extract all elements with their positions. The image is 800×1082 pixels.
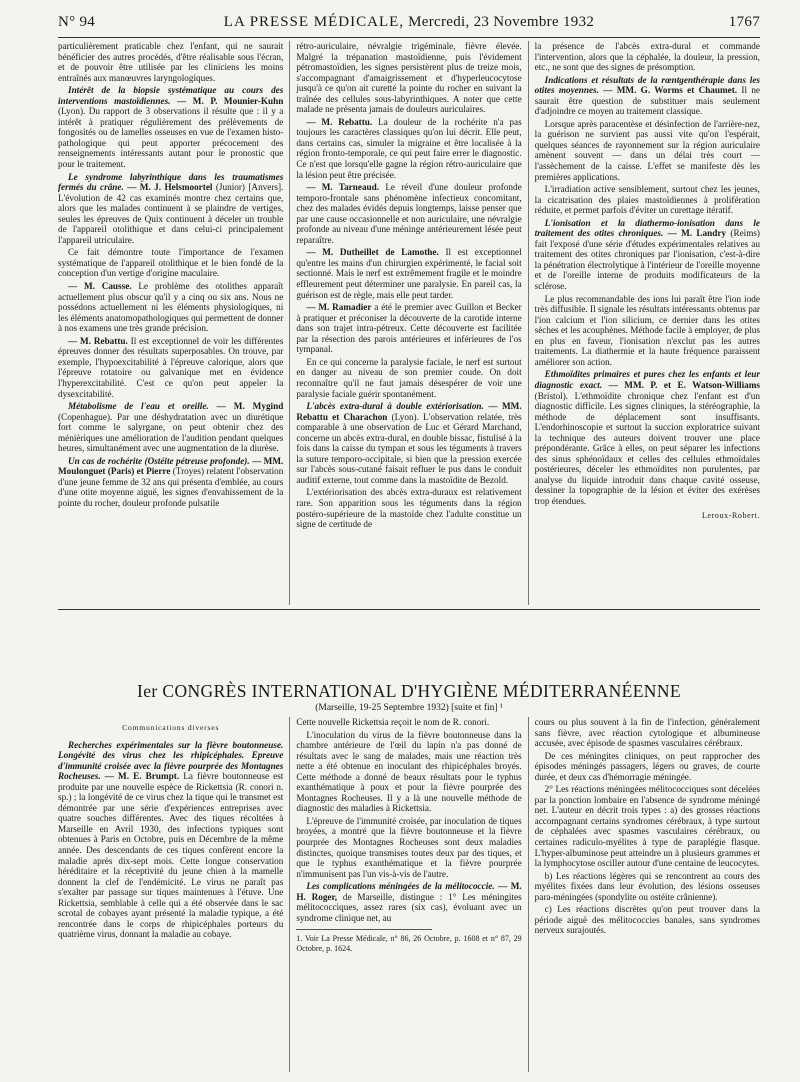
paragraph xyxy=(535,871,760,903)
paragraph-text: Le réveil d'une douleur profonde temporo-frontale sans phénomène infectieux concomitant, chez des malades évidés depuis longtemps, laisse penser que par une cause occasionnelle et non auriculaire, une névralgie profonde au niveau d'une méninge antérieurement lésée peut reparaître. xyxy=(296,182,522,245)
paragraph-text: c) Les réactions discrètes qu'on peut trouver dans la période aiguë des mélitococcies banales, sans syndromes nerveux surajoutés. xyxy=(534,904,760,936)
paragraph xyxy=(296,487,521,529)
paragraph-text: 1. Voir La Presse Médicale, n° 86, 26 Octobre, p. 1608 et n° 87, 29 Octobre, p. 1624. xyxy=(296,934,522,953)
article-author: — M. Rebattu. xyxy=(306,116,373,127)
article-title: Indications et résultats de la rœntgenthérapie dans les otites moyennes. xyxy=(534,74,760,96)
paragraph xyxy=(296,717,521,728)
paragraph-text: L'épreuve de l'immunité croisée, par inoculation de tiques broyées, a montré que la fièvre boutonneuse et la fièvre pourprée des Montagnes Rocheuses sont deux maladies distinctes, quoique transmises toutes deux par des tiques, et que le typhus exanthématique et la fièvre pourprée n'immunisent pas l'un vis-à-vis de l'autre. xyxy=(296,815,522,879)
paragraph-text: Le problème des otolithes apparaît actuellement plus obscur qu'il y a cinq ou six ans. Nous ne possédons actuellement ni les éléments physiologiques, ni les éléments anatomopathologiques qui permettent de donner à nos examens une très grande précision. xyxy=(58,281,284,334)
article-entry xyxy=(58,85,283,169)
article-author: — M. Landry xyxy=(667,228,727,239)
paragraph-text: L'inoculation du virus de la fièvre boutonneuse dans la chambre antérieure de l'œil du lapin n'a pas donné de résultats avec le sang de malades, mais une réaction très nette a été obtenue en inoculant des rhipicéphales broyés. Cette méthode a donné de beaux résultats pour le typhus exanthématique à poux et pour la fièvre pourprée des Montagnes Rocheuses. Il y a là une nouvelle méthode de diagnostic des maladies à Rickettsia. xyxy=(296,729,522,814)
article-author: — M. H. Roger, xyxy=(296,881,522,902)
article-author: — MM. P. et E. Watson-Williams xyxy=(608,379,760,390)
bottom-column-2 xyxy=(289,717,527,1072)
article-title: Le syndrome labyrinthique dans les traumatismes fermés du crâne. xyxy=(58,171,284,193)
paragraph xyxy=(296,816,521,879)
footnote xyxy=(296,934,521,953)
page-header xyxy=(58,14,760,38)
article-entry xyxy=(296,881,521,923)
paragraph xyxy=(296,41,521,115)
header-rule xyxy=(58,37,760,38)
top-column-2 xyxy=(289,41,527,605)
paragraph-text: (Junior) [Anvers]. L'évolution de 42 cas examinés montre chez certains que, alors que les malades continuent à se plaindre de vertiges, seules les épreuves de Quix continuent à déceler un trouble de l'appareil otolithique et dans celui-ci principalement l'appareil utriculaire. xyxy=(58,182,284,245)
bottom-columns xyxy=(58,717,760,1072)
paragraph xyxy=(535,904,760,936)
paragraph-text: rétro-auriculaire, névralgie trigéminale, fièvre élevée. Malgré la trépanation mastoïdienne, puis l'évidement pétromastoïdien, les signes persistèrent plus de treize mois, s'accompagnant d'amaigrissement et d'hyperleucocytose jusqu'à ce qu'on ait curetté la pointe du rocher en suivant la traînée des cellules sous-labyrinthiques. A noter que cette malade ne présenta jamais de douleurs auriculaires. xyxy=(296,41,522,115)
section-heading xyxy=(58,723,283,734)
article-title: Un cas de rochérite (Ostéite pétreuse profonde). xyxy=(68,455,250,466)
article-author: — MM. Rebattu et Charachon xyxy=(296,401,522,422)
article-author: — MM. G. Worms et Chaumet. xyxy=(603,85,738,96)
issue-date: Mercredi, 23 Novembre 1932 xyxy=(408,14,595,30)
congress-subtitle: (Marseille, 19-25 Septembre 1932) [suite et fin] ¹ xyxy=(315,703,503,713)
paragraph-text: L'irradiation active sensiblement, surtout chez les jeunes, la cicatrisation des plaies mastoïdiennes à prolifération réduite, et permet parfois d'éviter un curettage itératif. xyxy=(534,184,760,216)
paragraph-text: (Bristol). L'ethmoïdite chronique chez l'enfant est d'un diagnostic difficile. Les signes cliniques, la stéréographie, la méthode de déplacement sont insuffisants. L'endorhinoscopie et surtout la succion exploratrice suivant la technique des auteurs doivent trouver une place prépondérante. Grâce à elles, on peut séparer les infections des sinus sphénoïdaux et celles des cellules ethmoïdales postérieures, déceler les ethmoïdites non purulentes, par analyse du liquide introduit dans chaque cavité osseuse, dessiner la topographie de la lésion et éviter des exérèses trop étendues. xyxy=(534,390,760,506)
congress-title: Ier CONGRÈS INTERNATIONAL D'HYGIÈNE MÉDITERRANÉENNE xyxy=(137,681,681,701)
article-author: — M. Tarneaud. xyxy=(306,182,380,193)
top-column-1 xyxy=(58,41,289,605)
paragraph-text: Il est exceptionnel de voir les différentes épreuves donner des résultats superposables. On trouve, par exemple, l'hypoexcitabilité à l'épreuve calorique, alors que l'épreuve rotatoire ou galvanique met en évidence l'hyperexcitabilité. C'est ce qu'on peut appeler la dysexcitabilité. xyxy=(58,335,284,399)
paragraph-text: Il est exceptionnel qu'entre les mains d'un chirurgien expérimenté, le facial soit sectionné. Mais le nerf est extrêmement fragile et le moindre effleurement peut déterminer une paralysie. En pareil cas, la guérison est de règle, mais elle peut tarder. xyxy=(296,247,522,300)
section-divider xyxy=(58,609,760,610)
article-author: — M. E. Brumpt. xyxy=(104,771,180,782)
paragraph-text: (Reims) fait l'exposé d'une série d'études expérimentales relatives au traitement des otites chroniques par l'ionisation, c'est-à-dire la pénétration électrolytique à l'intérieur de l'oreille moyenne et de l'oreille interne de produits modificateurs de la sclérose. xyxy=(534,228,760,292)
article-author: — M. Causse. xyxy=(68,281,132,292)
paragraph-text: (Copenhague). Par une déshydratation avec un diurétique fort comme le salyrgane, on peut obtenir chez des ménièriques une amélioration de l'audition pendant quelques heures, simultanément avec une augmentation de la diurèse. xyxy=(58,411,284,454)
discussion-paragraph xyxy=(296,182,521,245)
paragraph-text: cours ou plus souvent à la fin de l'infection, généralement sans fièvre, avec réaction cytologique et albumineuse accusée, avec épisode de spasmes vasculaires cérébraux. xyxy=(534,717,760,749)
paragraph-text: (Lyon). L'observation relatée, très comparable à une observation de Luc et Gérard Marchand, concerne un abcès extra-dural, en double bissac, fistulisé à la fois dans la caisse du tympan et sous les téguments à travers la suture temporo-occipitale, si bien que la pression exercée sur l'abcès sous-cutané faisait refluer le pus dans le conduit auditif externe, tout comme dans la mastoïdite de Bezold. xyxy=(296,411,522,485)
paragraph-text: Il ne saurait être question de substituer mais seulement d'adjoindre ce moyen au traitement classique. xyxy=(534,85,760,117)
paragraph-text: De ces méningites cliniques, on peut rapprocher des épisodes méningés passagers, légers ou graves, de courte durée, et deux cas d'hémorragie méningée. xyxy=(534,750,760,782)
paragraph-text: a été le premier avec Guillon et Becker à pratiquer et préconiser la découverte de la carotide interne dans son trajet intra-pétreux. Cette découverte est facilitée par la résection des parois antérieures et inférieures de l'os tympanal. xyxy=(296,302,522,355)
paragraph xyxy=(58,247,283,279)
journal-name: LA PRESSE MÉDICALE, xyxy=(223,14,405,30)
paragraph-text: Communications diverses xyxy=(122,723,220,732)
article-entry xyxy=(535,218,760,292)
article-title: Métabolisme de l'eau et oreille. xyxy=(68,401,209,412)
paragraph xyxy=(535,41,760,73)
paragraph-text: Leroux-Robert. xyxy=(702,510,760,520)
paragraph-text: Le plus recommandable des ions lui paraît être l'ion iode très diffusible. Il signale les résultats intéressants obtenus par l'ion calcium et l'ion silicium, ce dernier dans les otites sèches et les acouphènes. Méthode facile à employer, de plus en plus en faveur, l'ionisation n'exclut pas les autres traitements. La diathermie et la haute fréquence paraissent améliorer son action. xyxy=(534,293,760,367)
article-title: Recherches expérimentales sur la fièvre boutonneuse. Longévité des virus chez les rhipicéphales. Epreuve d'immunité croisée avec la fièvre pourprée des Montagnes Rocheuses. xyxy=(58,739,284,782)
discussion-paragraph xyxy=(58,281,283,334)
article-title: Intérêt de la biopsie systématique au cours des interventions mastoïdiennes. xyxy=(58,85,284,106)
discussion-paragraph xyxy=(296,247,521,300)
paragraph-text: (Lyon). Du rapport de 3 observations il résulte que : il y a intérêt à pratiquer régulièrement des prélèvements de fongosités ou de lamelles osseuses en vue de l'examen histo-pathologique qui peut apporter précocement des renseignements intéressants autant pour le pronostic que pour le traitement. xyxy=(58,106,284,170)
top-column-3 xyxy=(528,41,760,605)
discussion-paragraph xyxy=(296,117,521,180)
paragraph xyxy=(296,357,521,399)
bottom-column-1 xyxy=(58,717,289,1072)
article-entry xyxy=(58,401,283,454)
article-author: — MM. Moulonguet (Paris) et Pierre xyxy=(58,455,284,477)
paragraph xyxy=(535,717,760,749)
paragraph-text: b) Les réactions légères qui se rencontrent au cours des myélites fixées dans leur évolution, des lésions osseuses para-méningées (spondylite ou ostéite crânienne). xyxy=(534,870,760,902)
article-entry xyxy=(535,369,760,506)
article-author: — M. Rebattu. xyxy=(68,335,128,346)
bottom-column-3 xyxy=(528,717,760,1072)
article-entry xyxy=(58,740,283,940)
paragraph-text: Lorsque après paracentèse et désinfection de l'arrière-nez, la guérison ne survient pas aussi vite qu'on l'espérait, quelques séances de rayonnement sur la région auriculaire amènent souvent — dans un délai très court — l'assèchement de la caisse. L'effet se manifeste dès les premières applications. xyxy=(534,118,760,182)
paragraph xyxy=(535,784,760,868)
article-author: — M. P. Mounier-Kuhn xyxy=(177,95,284,106)
article-author: — M. J. Helsmoortel xyxy=(127,182,213,193)
top-columns xyxy=(58,41,760,605)
article-entry xyxy=(535,75,760,117)
paragraph xyxy=(296,730,521,814)
footnote-rule xyxy=(296,929,431,930)
paragraph xyxy=(535,751,760,783)
paragraph-text: la présence de l'abcès extra-dural et commande l'intervention, alors que la céphalée, la douleur, la pression, etc., ne sont que des signes de présomption. xyxy=(534,41,760,73)
paragraph-text: particulièrement praticable chez l'enfant, qui ne saurait bénéficier des autres procédés, d'être réalisable sous l'écran, et de pouvoir être utilisée par les cliniciens les moins entraînés aux manœuvres laryngologiques. xyxy=(58,41,284,83)
paragraph-text: de Marseille, distingue : 1° Les méningites mélitococciques, assez rares (six cas), évoluant avec un syndrome clinique net, au xyxy=(296,891,522,923)
article-title: Les complications méningées de la mélitococcie. xyxy=(306,881,495,892)
article-entry xyxy=(296,401,521,485)
article-title: L'abcès extra-dural à double extériorisation. xyxy=(306,401,484,412)
article-title: Ethmoïdites primaires et pures chez les enfants et leur diagnostic exact. xyxy=(534,369,760,390)
paragraph-text: La douleur de la rochérite n'a pas toujours les caractères classiques qu'on lui décrit. Elle peut, dans certains cas, simuler la migraine et être localisée à la région fronto-temporale, ce qui peut faire errer le diagnostic. Ce n'est que lorsqu'elle gagne la région rétro-auriculaire que la lésion peut être précisée. xyxy=(296,116,522,180)
paragraph xyxy=(535,119,760,182)
discussion-paragraph xyxy=(296,302,521,355)
paragraph-text: Cette nouvelle Rickettsia reçoit le nom de R. conori. xyxy=(296,717,490,727)
paragraph xyxy=(535,184,760,216)
article-entry xyxy=(58,456,283,509)
discussion-paragraph xyxy=(58,336,283,399)
author-signature xyxy=(535,511,760,522)
paragraph-text: 2° Les réactions méningées mélitococciques sont décelées par la ponction lombaire en l'absence de syndrome méningé net. L'auteur en décrit trois types : a) des grosses réactions accompagnant certains syndromes cérébraux, à type surtout de céphalées avec spasmes vasculaires cérébraux, ou certaines radiculo-myélites à type de paraplégie flasque. L'hyper-albuminose peut atteindre un à plusieurs grammes et la lymphocytose osciller autour d'une centaine de leucocytes. xyxy=(534,784,760,869)
paragraph-text: L'extériorisation des abcès extra-duraux est relativement rare. Son apparition sous les téguments dans la région postéro-supérieure de la mastoïde chez l'adulte constitue un signe de certitude de xyxy=(296,487,522,530)
article-author: — M. Ramadier xyxy=(306,302,372,313)
paragraph xyxy=(535,294,760,368)
paragraph-text: En ce qui concerne la paralysie faciale, le nerf est surtout en danger au niveau de son premier coude. On doit reconnaître qu'il ne faut jamais désespérer de voir une paralysie faciale guérir spontanément. xyxy=(296,356,522,399)
article-title: L'ionisation et la diathermo-ionisation dans le traitement des otites chroniques. xyxy=(534,217,760,239)
article-author: — M. Dutheillet de Lamothe. xyxy=(306,247,439,258)
paragraph-text: La fièvre boutonneuse est produite par une nouvelle espèce de Rickettsia (R. conori n. sp.) ; la longévité de ce virus chez la tique qui le transmet est démontrée par une série d'expériences entreprises avec quatre souches différentes. Avec des tiques récoltées à Marseille en Avril 1930, des infections typiques sont obtenues à Paris en Octobre, puis en Décembre de la même année. Des descendants de ces tiques confèrent encore la maladie après dix-sept mois. Cette longue conservation héréditaire et la réceptivité du jeune chien à la mamelle donnent la clef de l'endémicité. Le virus ne paraît pas s'exalter par passage sur tiques maintenues à l'étuve. Une Rickettsia, semblable à celle qui a été observée dans le sac scrotal de cobayes ayant présenté la maladie typique, a été rencontrée dans le corps de rhipicéphales porteurs du quatrième virus, donnant la maladie au cobaye. xyxy=(58,771,284,940)
article-author: — M. Mygind xyxy=(216,401,284,412)
article-entry xyxy=(58,172,283,246)
paragraph-text: (Troyes) relatent l'observation d'une jeune femme de 32 ans qui présenta d'emblée, au cours d'une otite moyenne aiguë, les signes d'envahissement de la pointe du rocher, douleur profonde pulsatile xyxy=(58,466,284,508)
page-number: 1767 xyxy=(728,14,760,30)
journal-title-line xyxy=(58,14,760,31)
paragraph xyxy=(58,41,283,83)
issue-number: N° 94 xyxy=(58,14,96,30)
paragraph-text: Ce fait démontre toute l'importance de l'examen systématique de l'appareil otolithique et le bien fondé de la conception d'un vertige d'origine maculaire. xyxy=(58,247,284,279)
